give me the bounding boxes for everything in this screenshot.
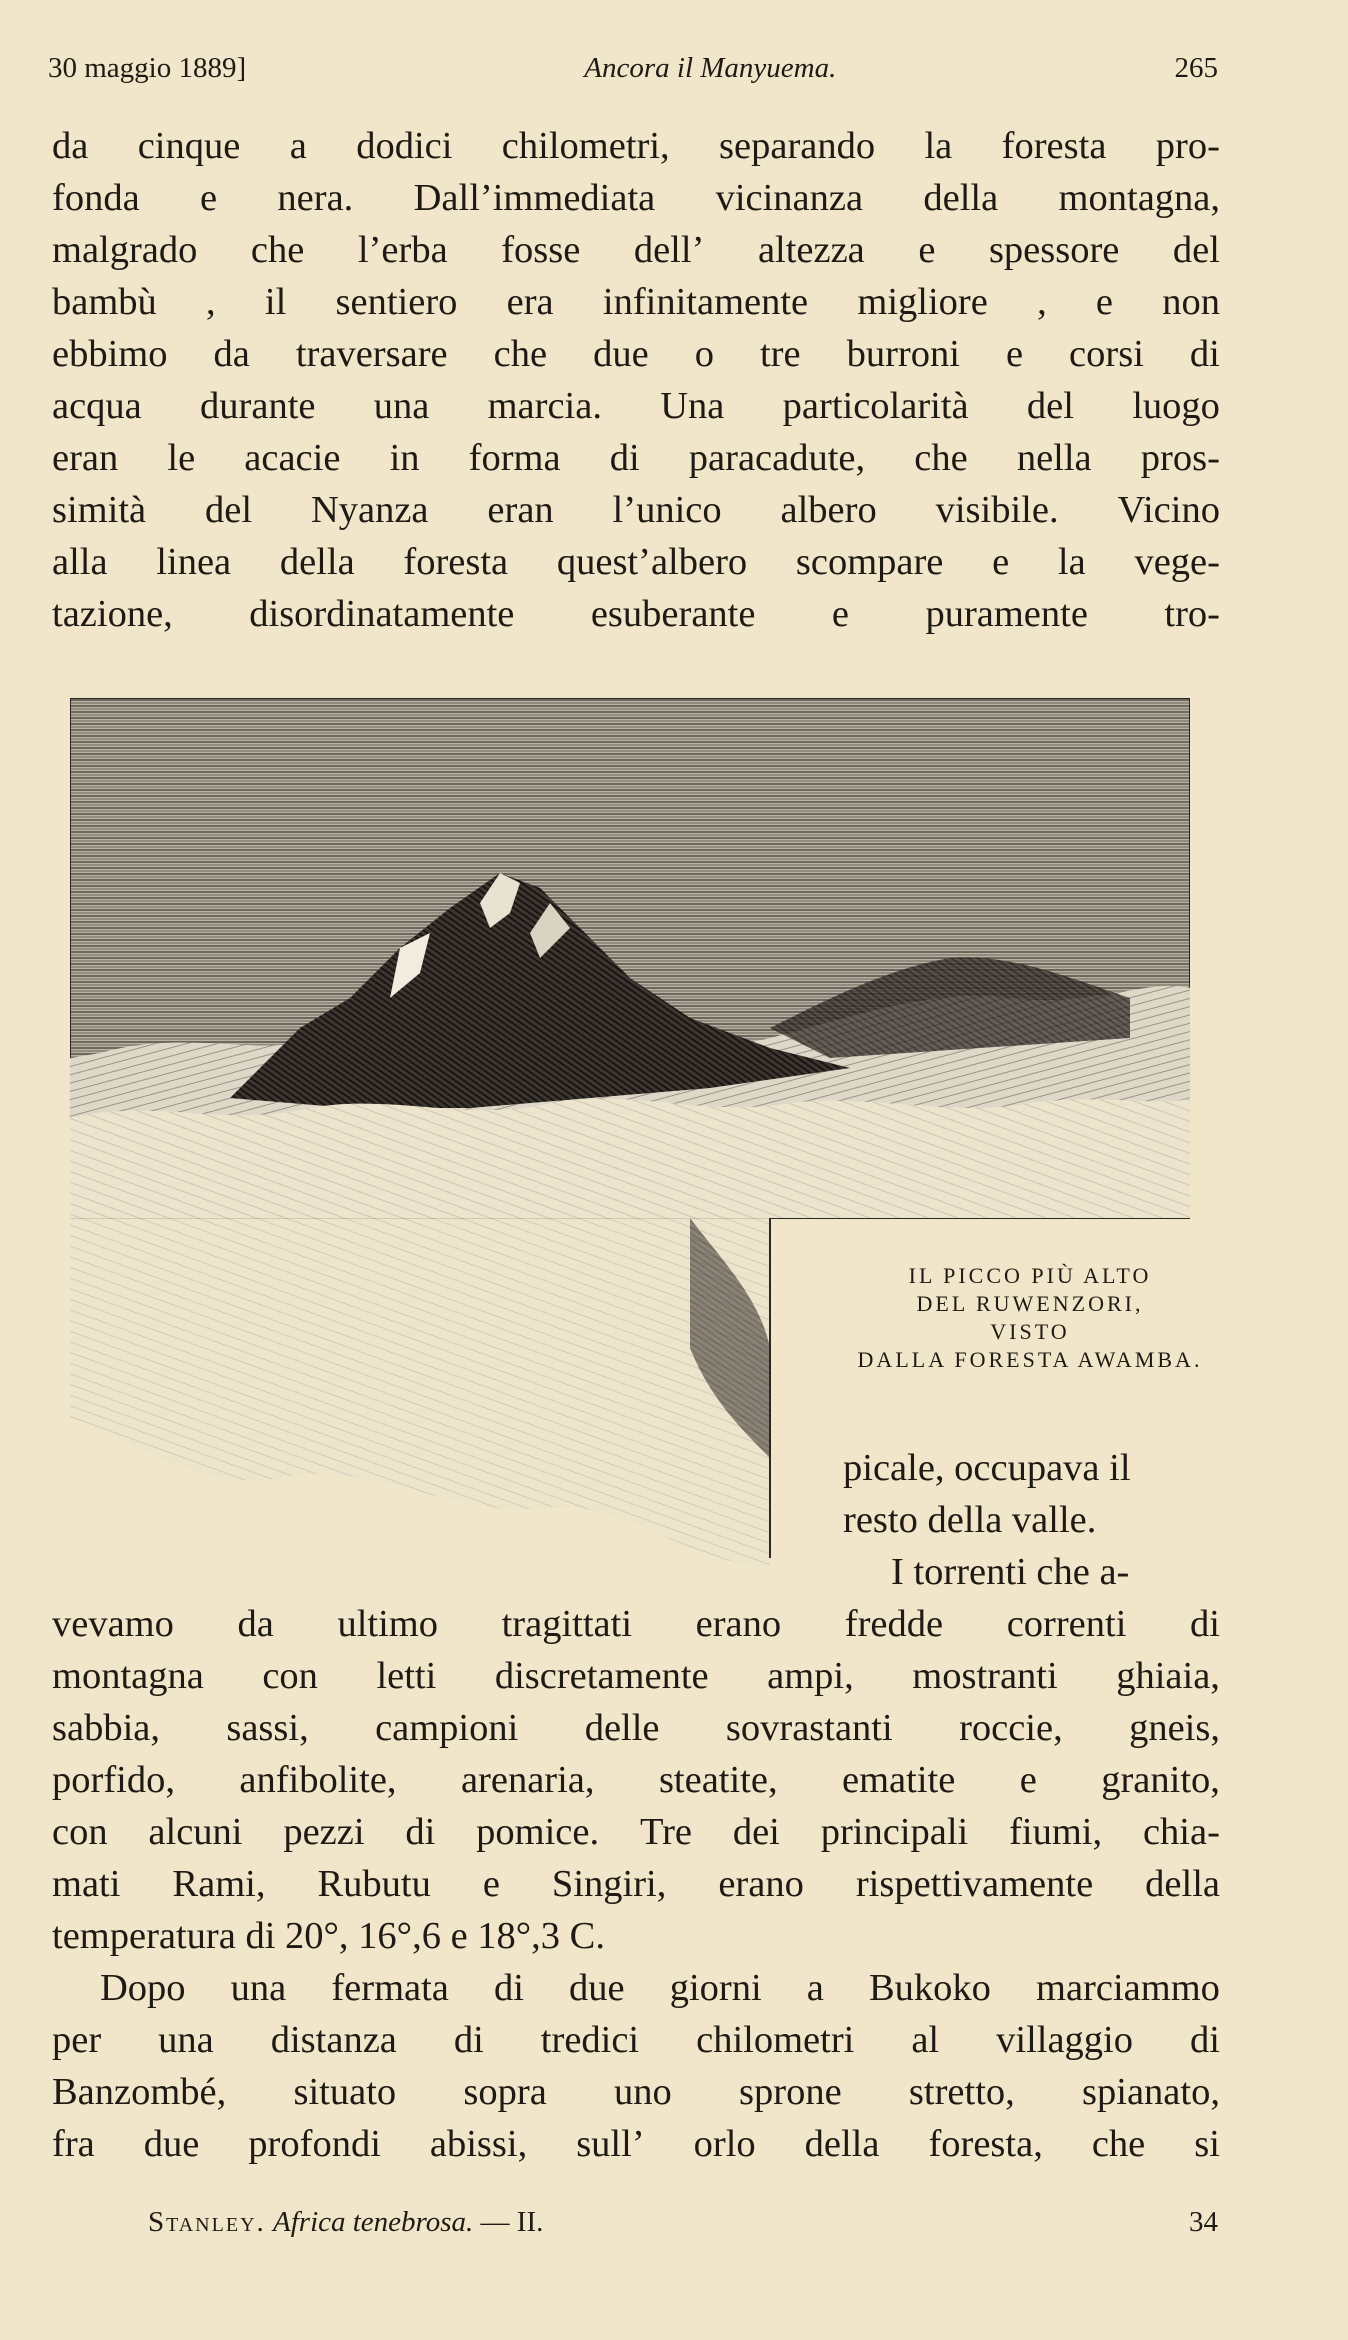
word: mati xyxy=(52,1863,121,1905)
caption-line: IL PICCO PIÙ ALTO xyxy=(908,1263,1152,1288)
text-line xyxy=(52,536,1220,588)
text-line xyxy=(52,1858,1220,1910)
word: che xyxy=(250,229,305,271)
caption-line: DEL RUWENZORI, xyxy=(916,1291,1144,1316)
word: porfido, xyxy=(52,1759,175,1801)
word: fermata xyxy=(331,1967,449,2009)
word: altezza xyxy=(757,229,865,271)
word: vege- xyxy=(1134,541,1220,583)
word: tre xyxy=(759,333,801,375)
word: stretto, xyxy=(908,2071,1015,2113)
word: villaggio xyxy=(996,2019,1133,2061)
text-line xyxy=(52,120,1220,172)
text-line xyxy=(52,172,1220,224)
word: forma xyxy=(468,437,561,479)
word: Tre xyxy=(639,1811,693,1853)
footer-author: Stanley. xyxy=(148,2205,266,2238)
word: correnti xyxy=(1006,1603,1127,1645)
word: al xyxy=(911,2019,940,2061)
word: montagna, xyxy=(1058,177,1220,219)
text-line xyxy=(52,484,1220,536)
text-line xyxy=(52,276,1220,328)
word: erano xyxy=(695,1603,782,1645)
word: di xyxy=(609,437,640,479)
word: pomice. xyxy=(476,1811,600,1853)
word: discretamente xyxy=(494,1655,709,1697)
word: nella xyxy=(1016,437,1092,479)
word: della xyxy=(804,2123,880,2165)
word: tazione, xyxy=(52,593,173,635)
word: steatite, xyxy=(658,1759,778,1801)
word: giorni xyxy=(669,1967,762,2009)
word: visibile. xyxy=(935,489,1059,531)
word: acqua xyxy=(52,385,142,427)
word: l’erba xyxy=(357,229,448,271)
word: dell’ xyxy=(633,229,705,271)
caption-line: DALLA FORESTA AWAMBA. xyxy=(857,1347,1203,1372)
word: e xyxy=(200,177,218,219)
wrapped-text-beside-figure xyxy=(843,1442,1228,1598)
word: Bukoko xyxy=(868,1967,991,2009)
word: che xyxy=(1091,2123,1146,2165)
word: alcuni xyxy=(148,1811,243,1853)
word: Dopo xyxy=(100,1967,186,2009)
text-line: picale, occupava il xyxy=(843,1447,1131,1489)
word: sopra xyxy=(463,2071,547,2113)
word: Rami, xyxy=(172,1863,266,1905)
word: due xyxy=(593,333,649,375)
word: sull’ xyxy=(576,2123,645,2165)
word: del xyxy=(1172,229,1220,271)
word: di xyxy=(1190,1603,1220,1645)
word: due xyxy=(569,1967,625,2009)
engraving-foreground-mist xyxy=(70,1218,770,1568)
word: di xyxy=(453,2019,484,2061)
engraving-lower-clouds xyxy=(70,1098,1190,1218)
word: scompare xyxy=(795,541,944,583)
word: eran xyxy=(52,437,119,479)
header-date: 30 maggio 1889] xyxy=(48,51,247,84)
word: abissi, xyxy=(429,2123,528,2165)
word: Dall’immediata xyxy=(413,177,656,219)
word: vicinanza xyxy=(715,177,864,219)
word: , xyxy=(1037,281,1047,323)
word: e xyxy=(1019,1759,1037,1801)
text-line xyxy=(52,2066,1220,2118)
word: dodici xyxy=(356,125,453,167)
text-line xyxy=(52,1754,1220,1806)
word: sabbia, xyxy=(52,1707,160,1749)
word: letti xyxy=(376,1655,437,1697)
text-line xyxy=(52,2118,1220,2170)
text-line xyxy=(52,2014,1220,2066)
word: sovrastanti xyxy=(725,1707,893,1749)
word: due xyxy=(143,2123,200,2165)
word: l’unico xyxy=(612,489,722,531)
word: paracadute, xyxy=(688,437,866,479)
text-line xyxy=(52,432,1220,484)
word: si xyxy=(1194,2123,1220,2165)
word: marcia. xyxy=(487,385,602,427)
word: o xyxy=(694,333,714,375)
word: una xyxy=(373,385,430,427)
word: albero xyxy=(780,489,877,531)
running-header xyxy=(48,48,1218,88)
word: fiumi, xyxy=(1009,1811,1103,1853)
word: ultimo xyxy=(337,1603,438,1645)
word: ghiaia, xyxy=(1116,1655,1220,1697)
word: le xyxy=(167,437,196,479)
word: orlo xyxy=(693,2123,756,2165)
word: uno xyxy=(614,2071,672,2113)
word: traversare xyxy=(295,333,448,375)
word: rispettivamente xyxy=(855,1863,1094,1905)
text-line xyxy=(52,380,1220,432)
word: chilometri xyxy=(696,2019,855,2061)
text-line xyxy=(52,1598,1220,1650)
word: della xyxy=(923,177,999,219)
word: Rubutu xyxy=(317,1863,431,1905)
word: particolarità xyxy=(782,385,969,427)
word: distanza xyxy=(270,2019,397,2061)
word: e xyxy=(482,1863,500,1905)
word: il xyxy=(264,281,287,323)
word: simità xyxy=(52,489,147,531)
word: dei xyxy=(732,1811,780,1853)
word: nera. xyxy=(277,177,354,219)
text-line xyxy=(52,588,1220,640)
word: vevamo xyxy=(52,1603,174,1645)
word: sassi, xyxy=(226,1707,309,1749)
text-line: resto della valle. xyxy=(843,1499,1097,1541)
word: montagna xyxy=(52,1655,204,1697)
word: principali xyxy=(820,1811,969,1853)
text-line: I torrenti che a- xyxy=(891,1551,1130,1593)
word: pro- xyxy=(1155,125,1220,167)
word: pros- xyxy=(1140,437,1220,479)
word: marciammo xyxy=(1036,1967,1220,2009)
page-footer xyxy=(148,2202,1218,2242)
word: era xyxy=(506,281,554,323)
word: tredici xyxy=(540,2019,640,2061)
word: roccie, xyxy=(959,1707,1063,1749)
text-line xyxy=(52,1650,1220,1702)
word: una xyxy=(158,2019,214,2061)
word: quest’albero xyxy=(556,541,748,583)
word: Banzombé, xyxy=(52,2071,227,2113)
text-line xyxy=(52,224,1220,276)
word: erano xyxy=(718,1863,804,1905)
word: del xyxy=(1026,385,1074,427)
text-line xyxy=(52,1702,1220,1754)
word: della xyxy=(1145,1863,1220,1905)
word: a xyxy=(289,125,307,167)
word: che xyxy=(914,437,968,479)
word: eran xyxy=(487,489,554,531)
word: e xyxy=(1095,281,1114,323)
word: chia- xyxy=(1142,1811,1220,1853)
word: e xyxy=(918,229,936,271)
word: Una xyxy=(660,385,725,427)
word: di xyxy=(494,1967,524,2009)
word: in xyxy=(389,437,420,479)
word: da xyxy=(213,333,250,375)
word: malgrado xyxy=(52,229,198,271)
paragraph-1 xyxy=(52,120,1220,640)
word: puramente xyxy=(925,593,1088,635)
word: e xyxy=(1005,333,1024,375)
word: situato xyxy=(293,2071,397,2113)
word: di xyxy=(1189,2019,1220,2061)
word: , xyxy=(206,281,216,323)
word: pezzi xyxy=(283,1811,365,1853)
caption-line: VISTO xyxy=(990,1319,1070,1344)
word: alla xyxy=(52,541,108,583)
word: di xyxy=(405,1811,436,1853)
word: fonda xyxy=(52,177,140,219)
word: cinque xyxy=(137,125,241,167)
word: una xyxy=(230,1967,287,2009)
word: esuberante xyxy=(590,593,756,635)
word: fredde xyxy=(844,1603,944,1645)
word: Singiri, xyxy=(551,1863,667,1905)
word: Vicino xyxy=(1117,489,1220,531)
page-number: 265 xyxy=(1174,51,1218,84)
word: con xyxy=(262,1655,318,1697)
word: arenaria, xyxy=(460,1759,595,1801)
word: e xyxy=(992,541,1010,583)
word: bambù xyxy=(52,281,157,323)
word: da xyxy=(52,125,89,167)
word: migliore xyxy=(857,281,988,323)
word: la xyxy=(924,125,953,167)
word: da xyxy=(237,1603,274,1645)
word: granito, xyxy=(1101,1759,1220,1801)
word: non xyxy=(1162,281,1220,323)
word: foresta xyxy=(1001,125,1107,167)
word: tro- xyxy=(1164,593,1220,635)
figure-caption xyxy=(830,1262,1230,1374)
word: ematite xyxy=(842,1759,956,1801)
word: separando xyxy=(719,125,876,167)
word: Nyanza xyxy=(310,489,429,531)
word: del xyxy=(205,489,253,531)
header-running-title: Ancora il Manyuema. xyxy=(584,51,837,84)
word: tragittati xyxy=(501,1603,633,1645)
word: fosse xyxy=(501,229,581,271)
word: sentiero xyxy=(335,281,458,323)
word: acacie xyxy=(244,437,341,479)
word: a xyxy=(806,1967,824,2009)
word: campioni xyxy=(375,1707,519,1749)
paragraph-2 xyxy=(52,1598,1220,2170)
word: della xyxy=(279,541,355,583)
word: luogo xyxy=(1132,385,1220,427)
text-line xyxy=(52,1962,1220,2014)
word: foresta, xyxy=(928,2123,1043,2165)
word: chilometri, xyxy=(501,125,670,167)
word: fra xyxy=(52,2123,95,2165)
word: di xyxy=(1189,333,1220,375)
word: infinitamente xyxy=(602,281,809,323)
word: disordinatamente xyxy=(249,593,515,635)
word: foresta xyxy=(403,541,509,583)
word: spessore xyxy=(988,229,1120,271)
text-line: temperatura di 20°, 16°,6 e 18°,3 C. xyxy=(52,1915,605,1957)
word: che xyxy=(493,333,548,375)
footer-volume: — II. xyxy=(480,2205,544,2238)
word: spianato, xyxy=(1082,2071,1220,2113)
word: durante xyxy=(200,385,316,427)
word: gneis, xyxy=(1129,1707,1220,1749)
text-line xyxy=(52,328,1220,380)
mountain-engraving xyxy=(70,698,1190,1568)
word: e xyxy=(831,593,849,635)
word: la xyxy=(1057,541,1086,583)
word: delle xyxy=(584,1707,660,1749)
word: mostranti xyxy=(912,1655,1058,1697)
word: per xyxy=(52,2019,102,2061)
footer-signature: 34 xyxy=(1189,2205,1218,2238)
word: linea xyxy=(156,541,232,583)
word: con xyxy=(52,1811,108,1853)
footer-book-title: Africa tenebrosa. xyxy=(273,2205,474,2238)
word: corsi xyxy=(1069,333,1144,375)
word: ampi, xyxy=(767,1655,854,1697)
word: sprone xyxy=(739,2071,842,2113)
text-line xyxy=(52,1806,1220,1858)
word: burroni xyxy=(846,333,960,375)
word: anfibolite, xyxy=(239,1759,397,1801)
word: profondi xyxy=(248,2123,381,2165)
word: ebbimo xyxy=(52,333,168,375)
